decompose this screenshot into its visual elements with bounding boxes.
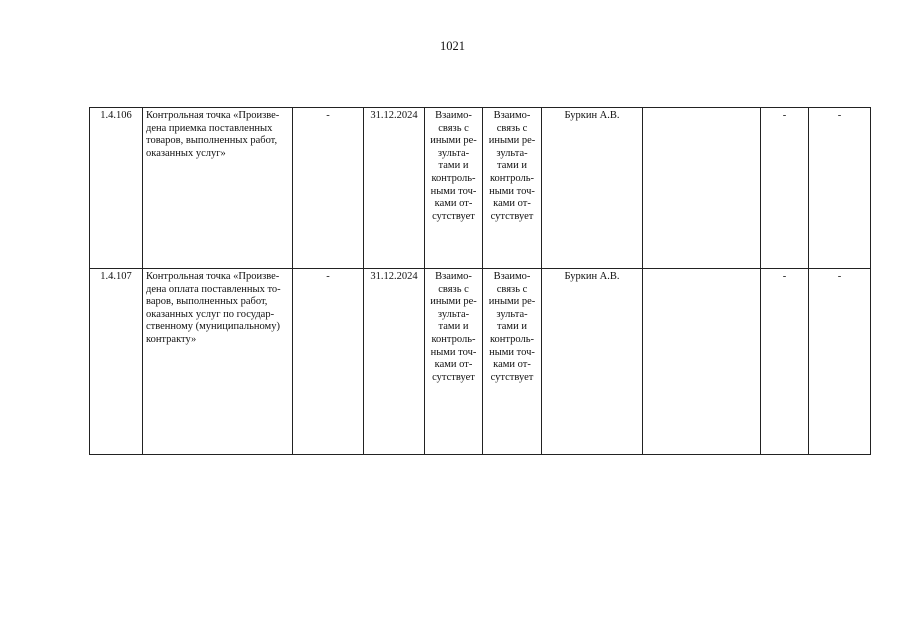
dash-cell: -: [809, 108, 871, 269]
empty-cell: [643, 269, 761, 455]
relation-predecessor: Взаимо- связь с иными ре- зульта- тами и контроль- ными точ- ками от- сутствует: [425, 269, 483, 455]
row-number: 1.4.107: [90, 269, 143, 455]
responsible-person: Буркин А.В.: [542, 108, 643, 269]
dash-cell: -: [761, 108, 809, 269]
base-value-cell: -: [293, 108, 364, 269]
control-point-title: Контрольная точка «Произве- дена оплата поставленных то- варов, выполненных работ, оказанных услуг по государ- ственному (муниципальному) контракту»: [143, 269, 293, 455]
row-number: 1.4.106: [90, 108, 143, 269]
page-number: 1021: [440, 39, 465, 53]
dash-cell: -: [809, 269, 871, 455]
dash-cell: -: [761, 269, 809, 455]
relation-successor: Взаимо- связь с иными ре- зульта- тами и контроль- ными точ- ками от- сутствует: [483, 108, 542, 269]
control-point-title: Контрольная точка «Произве- дена приемка поставленных товаров, выполненных работ, оказанных услуг»: [143, 108, 293, 269]
deadline-date: 31.12.2024: [364, 108, 425, 269]
relation-predecessor: Взаимо- связь с иными ре- зульта- тами и контроль- ными точ- ками от- сутствует: [425, 108, 483, 269]
empty-cell: [643, 108, 761, 269]
base-value-cell: -: [293, 269, 364, 455]
control-points-table: [89, 107, 871, 455]
responsible-person: Буркин А.В.: [542, 269, 643, 455]
table-row: [90, 108, 871, 269]
deadline-date: 31.12.2024: [364, 269, 425, 455]
table-row: [90, 269, 871, 455]
relation-successor: Взаимо- связь с иными ре- зульта- тами и контроль- ными точ- ками от- сутствует: [483, 269, 542, 455]
